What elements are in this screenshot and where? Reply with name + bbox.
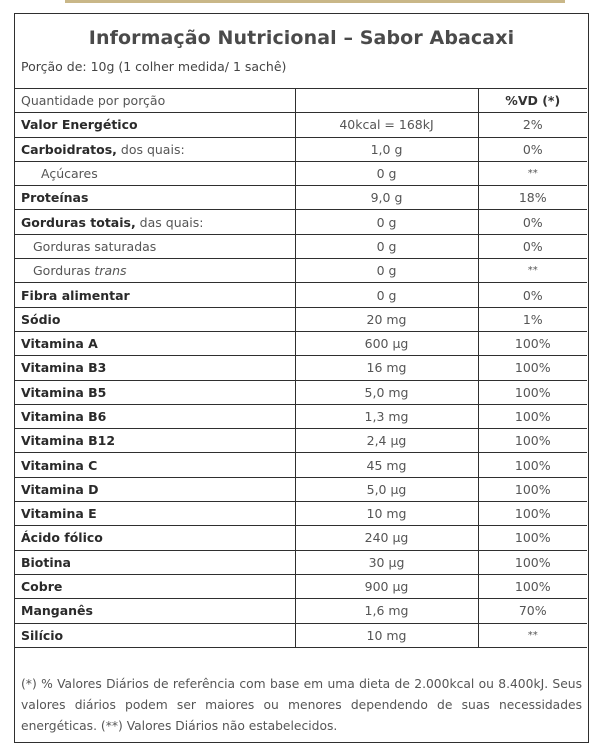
nutrient-name: Carboidratos, xyxy=(21,141,117,157)
nutrient-name: Vitamina E xyxy=(21,506,97,522)
serving-size: Porção de: 10g (1 colher medida/ 1 sachê) xyxy=(21,59,287,74)
nutrient-amount: 2,4 µg xyxy=(295,429,478,453)
nutrient-vd: 100% xyxy=(478,550,587,574)
table-row xyxy=(15,599,587,623)
table-row xyxy=(15,234,587,258)
nutrient-name-suffix: dos quais: xyxy=(116,141,185,157)
table-row xyxy=(15,453,587,477)
footnote: (*) % Valores Diários de referência com base em uma dieta de 2.000kcal ou 8.400kJ. Seus valores diários podem ser maiores ou menores dependendo de suas necessidades energéticas. (**) Valores Diários não estabelecidos. xyxy=(21,677,582,733)
nutrient-vd: 0% xyxy=(478,283,587,307)
nutrient-vd: 0% xyxy=(478,137,587,161)
nutrient-amount: 40kcal = 168kJ xyxy=(295,113,478,137)
nutrient-amount: 0 g xyxy=(295,234,478,258)
table-row xyxy=(15,186,587,210)
nutrient-name: Sódio xyxy=(21,311,61,327)
table-row xyxy=(15,404,587,428)
nutrient-amount: 0 g xyxy=(295,259,478,283)
nutrient-vd: 0% xyxy=(478,210,587,234)
nutrient-amount: 20 mg xyxy=(295,307,478,331)
nutrient-name: Proteínas xyxy=(21,190,89,206)
nutrient-name: Vitamina C xyxy=(21,457,98,473)
table-row xyxy=(15,356,587,380)
nutrient-name-suffix: das quais: xyxy=(135,214,204,230)
table-row xyxy=(15,113,587,137)
nutrient-vd: 100% xyxy=(478,331,587,355)
table-row xyxy=(15,623,587,647)
table-row xyxy=(15,550,587,574)
table-row xyxy=(15,210,587,234)
table-row xyxy=(15,307,587,331)
nutrient-amount: 45 mg xyxy=(295,453,478,477)
nutrient-vd: 1% xyxy=(478,307,587,331)
header-vd-label: %VD (*) xyxy=(478,89,587,113)
nutrient-name: Biotina xyxy=(21,554,71,570)
nutrient-amount: 1,0 g xyxy=(295,137,478,161)
nutrient-amount: 0 g xyxy=(295,210,478,234)
nutrient-amount: 5,0 mg xyxy=(295,380,478,404)
nutrient-amount: 16 mg xyxy=(295,356,478,380)
nutrient-vd: 100% xyxy=(478,453,587,477)
header-amount-cell xyxy=(295,89,478,113)
nutrient-vd: ** xyxy=(478,623,587,647)
nutrient-name: Fibra alimentar xyxy=(21,287,130,303)
nutrient-vd: 100% xyxy=(478,380,587,404)
nutrient-amount: 900 µg xyxy=(295,574,478,598)
nutrient-name: Gorduras totais, xyxy=(21,214,136,230)
nutrient-name-suffix: trans xyxy=(94,263,127,279)
panel-title: Informação Nutricional – Sabor Abacaxi xyxy=(88,27,515,49)
nutrient-name: Silício xyxy=(21,627,64,643)
table-header-row xyxy=(15,89,587,113)
table-row xyxy=(15,331,587,355)
nutrient-amount: 30 µg xyxy=(295,550,478,574)
nutrient-amount: 10 mg xyxy=(295,502,478,526)
nutrient-name: Vitamina A xyxy=(21,336,98,352)
nutrient-name: Gorduras xyxy=(33,263,95,279)
nutrient-name: Açúcares xyxy=(15,161,295,185)
table-row xyxy=(15,380,587,404)
table-row xyxy=(15,477,587,501)
nutrient-name: Gorduras saturadas xyxy=(15,234,295,258)
nutrient-name: Ácido fólico xyxy=(21,530,103,546)
nutrient-vd: 100% xyxy=(478,574,587,598)
nutrient-amount: 1,3 mg xyxy=(295,404,478,428)
table-row xyxy=(15,259,587,283)
table-row xyxy=(15,526,587,550)
nutrient-amount: 0 g xyxy=(295,161,478,185)
nutrient-name: Vitamina D xyxy=(21,481,99,497)
nutrient-vd: 100% xyxy=(478,526,587,550)
nutrient-vd: 100% xyxy=(478,429,587,453)
table-row xyxy=(15,161,587,185)
nutrient-vd: 100% xyxy=(478,356,587,380)
table-row xyxy=(15,137,587,161)
nutrient-name: Vitamina B5 xyxy=(21,384,107,400)
table-row xyxy=(15,283,587,307)
nutrient-amount: 5,0 µg xyxy=(295,477,478,501)
nutrient-vd: 18% xyxy=(478,186,587,210)
nutrient-amount: 0 g xyxy=(295,283,478,307)
nutrient-name: Cobre xyxy=(21,579,63,595)
nutrient-name: Vitamina B3 xyxy=(21,360,107,376)
nutrient-amount: 600 µg xyxy=(295,331,478,355)
nutrient-vd: 100% xyxy=(478,404,587,428)
nutrient-amount: 240 µg xyxy=(295,526,478,550)
nutrient-name: Valor Energético xyxy=(21,117,138,133)
nutrient-amount: 9,0 g xyxy=(295,186,478,210)
header-quantity-label: Quantidade por porção xyxy=(15,89,295,113)
nutrient-vd: 2% xyxy=(478,113,587,137)
nutrition-facts-panel xyxy=(14,13,589,743)
nutrient-vd: ** xyxy=(478,161,587,185)
top-accent-bar xyxy=(65,0,565,3)
nutrient-name: Manganês xyxy=(21,603,93,619)
nutrient-vd: 70% xyxy=(478,599,587,623)
nutrient-vd: 0% xyxy=(478,234,587,258)
nutrient-amount: 1,6 mg xyxy=(295,599,478,623)
nutrient-vd: 100% xyxy=(478,502,587,526)
nutrition-table xyxy=(15,88,587,648)
nutrient-name: Vitamina B12 xyxy=(21,433,116,449)
nutrient-vd: 100% xyxy=(478,477,587,501)
table-row xyxy=(15,502,587,526)
table-row xyxy=(15,574,587,598)
nutrient-name: Vitamina B6 xyxy=(21,409,107,424)
nutrient-vd: ** xyxy=(478,259,587,283)
table-row xyxy=(15,429,587,453)
nutrient-amount: 10 mg xyxy=(295,623,478,647)
